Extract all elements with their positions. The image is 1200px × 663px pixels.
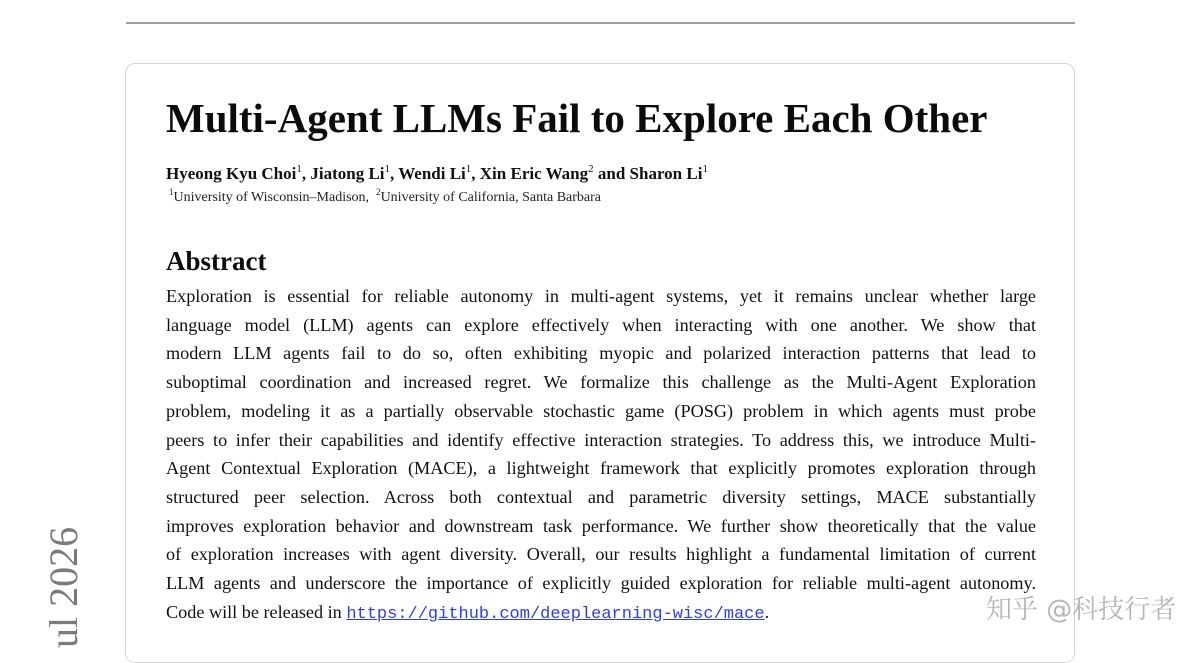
affiliation-text: University of Wisconsin–Madison, xyxy=(173,190,370,205)
platform-watermark: 知乎 @科技行者 xyxy=(986,595,1177,625)
abstract-line: problem, modeling it as a partially observable stochastic game (POSG) problem in which agents must probe xyxy=(166,400,1036,421)
author-affiliation-mark: 2 xyxy=(588,163,594,175)
author-name: Sharon Li xyxy=(629,164,703,183)
author-affiliation-mark: 1 xyxy=(384,163,391,175)
affiliation-number: 2 xyxy=(376,187,381,197)
affiliation-text: University of California, Santa Barbara xyxy=(380,190,601,205)
abstract-line: suboptimal coordination and increased regret. We formalize this challenge as the Multi-Agent Exploration xyxy=(166,372,1036,393)
author-affiliation-mark: 1 xyxy=(296,163,302,175)
paper-title: Multi-Agent LLMs Fail to Explore Each Other xyxy=(166,95,988,141)
abstract-line: LLM agents and underscore the importance of explicitly guided exploration for reliable multi-agent autonomy. xyxy=(166,573,1036,594)
author-list xyxy=(166,164,708,184)
author-separator: , xyxy=(301,164,311,183)
author-name: Hyeong Kyu Choi xyxy=(166,164,297,183)
abstract-line: modern LLM agents fail to do so, often exhibiting myopic and polarized interaction patterns that lead to xyxy=(166,343,1036,364)
arxiv-side-stamp: ul 2026 xyxy=(41,526,86,648)
author-name: Xin Eric Wang xyxy=(479,164,589,183)
abstract-line: Agent Contextual Exploration (MACE), a lightweight framework that explicitly promotes exploration through xyxy=(166,458,1036,479)
author-affiliation-mark: 1 xyxy=(702,163,708,175)
abstract-line: peers to infer their capabilities and identify effective interaction strategies. To address this, we introduce Multi- xyxy=(166,429,1036,450)
code-release-line xyxy=(166,598,1036,630)
affiliation-list xyxy=(169,187,601,206)
author-conjunction: and xyxy=(593,164,630,183)
top-rule xyxy=(126,22,1075,24)
author-name: Jiatong Li xyxy=(310,164,385,183)
abstract-line: of exploration increases with agent diversity. Overall, our results highlight a fundamental limitation of current xyxy=(166,544,1036,565)
author-affiliation-mark: 1 xyxy=(465,163,472,175)
author-name: Wendi Li xyxy=(398,164,466,183)
abstract-body xyxy=(166,282,1036,629)
abstract-line: Exploration is essential for reliable autonomy in multi-agent systems, yet it remains unclear whether large xyxy=(166,286,1036,306)
code-repository-link[interactable]: https://github.com/deeplearning-wisc/mace xyxy=(346,604,765,624)
abstract-line: language model (LLM) agents can explore effectively when interacting with one another. We show that xyxy=(166,314,1036,335)
abstract-heading: Abstract xyxy=(166,246,267,276)
affiliation-number: 1 xyxy=(169,187,174,197)
code-release-suffix: . xyxy=(764,601,770,622)
abstract-line: improves exploration behavior and downstream task performance. We further show theoretically that the value xyxy=(166,515,1036,536)
author-separator: , xyxy=(390,164,399,183)
author-separator: , xyxy=(471,164,480,183)
abstract-line: structured peer selection. Across both contextual and parametric diversity settings, MACE substantially xyxy=(166,486,1036,507)
code-release-prefix: Code will be released in xyxy=(166,601,347,622)
